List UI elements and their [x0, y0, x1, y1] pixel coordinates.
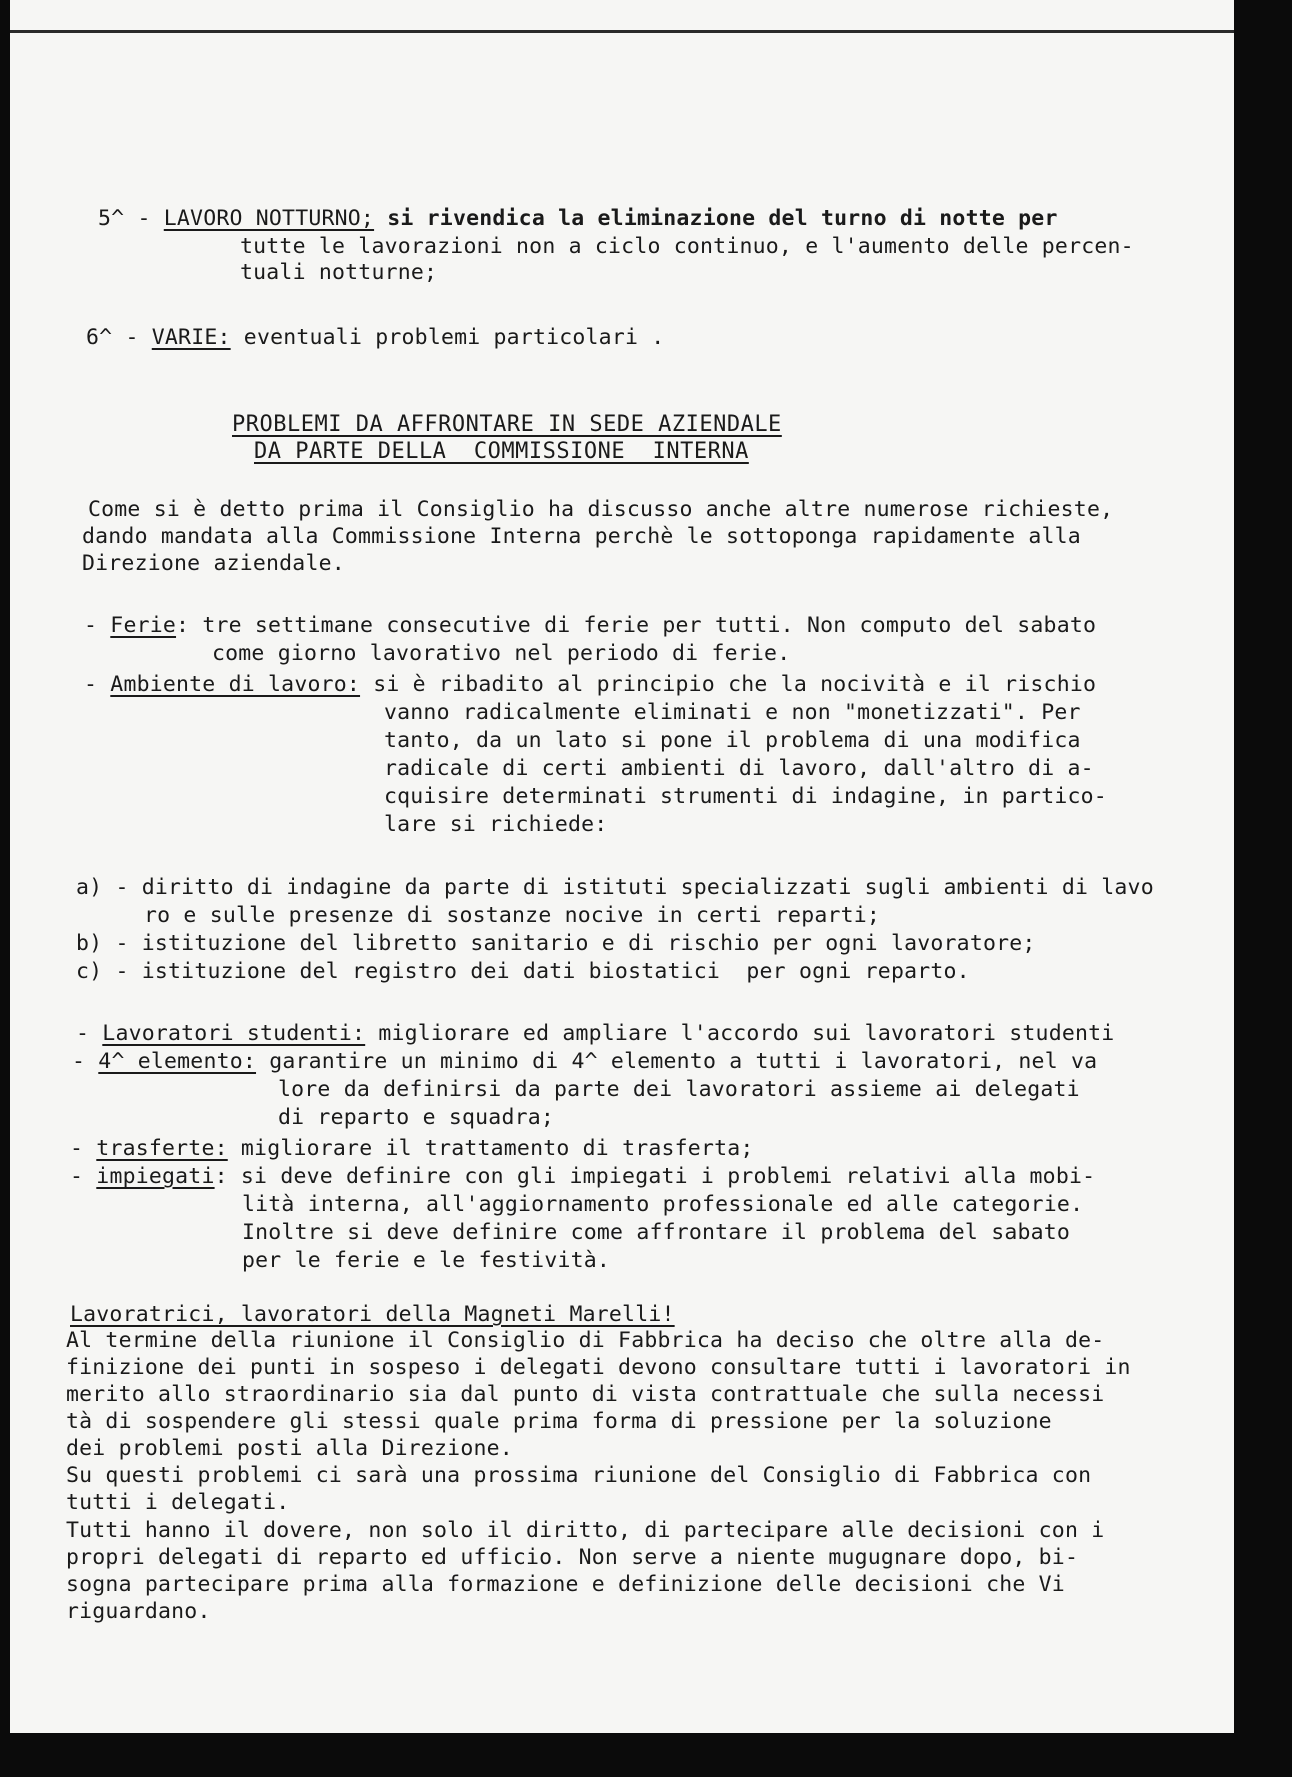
item-5-cont-1: tutte le lavorazioni non a ciclo continuo, e l'aumento delle percen- [240, 234, 1134, 259]
ambiente-line-1: - Ambiente di lavoro: si è ribadito al principio che la nocività e il rischio [84, 672, 1097, 697]
page-top-edge [10, 30, 1234, 33]
item-6-line: 6^ - VARIE: eventuali problemi particolari . [86, 325, 665, 350]
appeal-line-3: merito allo straordinario sia dal punto di vista contrattuale che sulla necessi [66, 1382, 1105, 1407]
impiegati-line: - impiegati: si deve definire con gli impiegati i problemi relativi alla mobi- [70, 1164, 1096, 1189]
scan-border-left [0, 0, 10, 1777]
appeal-line-4: tà di sospendere gli stessi quale prima forma di pressione per la soluzione [66, 1409, 1052, 1434]
ferie-line: - Ferie: tre settimane consecutive di ferie per tutti. Non computo del sabato [84, 613, 1097, 638]
lavoratori-studenti-line: - Lavoratori studenti: migliorare ed ampliare l'accordo sui lavoratori studenti [76, 1021, 1115, 1046]
appeal-line-10: sogna partecipare prima alla formazione e definizione delle decisioni che Vi [66, 1572, 1065, 1597]
item-5-line: 5^ - LAVORO NOTTURNO; si rivendica la eliminazione del turno di notte per [98, 206, 1058, 231]
appeal-line-8: Tutti hanno il dovere, non solo il diritto, di partecipare alle decisioni con i [66, 1518, 1105, 1543]
impiegati-cont-2: Inoltre si deve definire come affrontare il problema del sabato [242, 1220, 1071, 1245]
intro-line-1: Come si è detto prima il Consiglio ha discusso anche altre numerose richieste, [88, 497, 1114, 522]
section-heading-line-2: DA PARTE DELLA COMMISSIONE INTERNA [254, 439, 749, 464]
appeal-line-7: tutti i delegati. [66, 1490, 290, 1515]
elemento-line: - 4^ elemento: garantire un minimo di 4^ elemento a tutti i lavoratori, nel va [72, 1049, 1098, 1074]
appeal-line-1: Al termine della riunione il Consiglio di Fabbrica ha deciso che oltre alla de- [66, 1328, 1105, 1353]
appeal-line-2: finizione dei punti in sospeso i delegati devono consultare tutti i lavoratori in [66, 1355, 1131, 1380]
sublist-item-b: b) - istituzione del libretto sanitario e di rischio per ogni lavoratore; [76, 931, 1036, 956]
impiegati-cont-3: per le ferie e le festività. [242, 1248, 611, 1273]
appeal-line-6: Su questi problemi ci sarà una prossima riunione del Consiglio di Fabbrica con [66, 1463, 1092, 1488]
intro-line-2: dando mandata alla Commissione Interna perchè le sottoponga rapidamente alla [82, 524, 1081, 549]
appeal-line-11: riguardano. [66, 1599, 211, 1624]
elemento-cont-2: di reparto e squadra; [278, 1105, 555, 1130]
ferie-cont: come giorno lavorativo nel periodo di ferie. [212, 641, 791, 666]
elemento-cont-1: lore da definirsi da parte dei lavoratori assieme ai delegati [278, 1077, 1080, 1102]
ambiente-line-6: lare si richiede: [384, 812, 608, 837]
intro-line-3: Direzione aziendale. [82, 551, 345, 576]
scan-border-bottom [0, 1733, 1292, 1777]
scan-border-right [1234, 0, 1292, 1777]
ambiente-line-2: vanno radicalmente eliminati e non "monetizzati". Per [384, 700, 1081, 725]
appeal-heading: Lavoratrici, lavoratori della Magneti Marelli! [70, 1302, 675, 1327]
sublist-item-c: c) - istituzione del registro dei dati biostatici per ogni reparto. [76, 959, 970, 984]
ambiente-line-3: tanto, da un lato si pone il problema di una modifica [384, 728, 1081, 753]
sublist-item-a: a) - diritto di indagine da parte di istituti specializzati sugli ambienti di lavo [76, 875, 1154, 900]
sublist-item-a-cont: ro e sulle presenze di sostanze nocive in certi reparti; [144, 903, 881, 928]
ambiente-line-5: cquisire determinati strumenti di indagine, in partico- [384, 784, 1107, 809]
trasferte-line: - trasferte: migliorare il trattamento di trasferta; [70, 1136, 754, 1161]
impiegati-cont-1: lità interna, all'aggiornamento professionale ed alle categorie. [242, 1192, 1084, 1217]
section-heading-line-1: PROBLEMI DA AFFRONTARE IN SEDE AZIENDALE [232, 412, 782, 437]
appeal-line-5: dei problemi posti alla Direzione. [66, 1436, 513, 1461]
appeal-line-9: propri delegati di reparto ed ufficio. Non serve a niente mugugnare dopo, bi- [66, 1545, 1079, 1570]
ambiente-line-4: radicale di certi ambienti di lavoro, dall'altro di a- [384, 756, 1094, 781]
item-5-cont-2: tuali notturne; [240, 260, 438, 285]
